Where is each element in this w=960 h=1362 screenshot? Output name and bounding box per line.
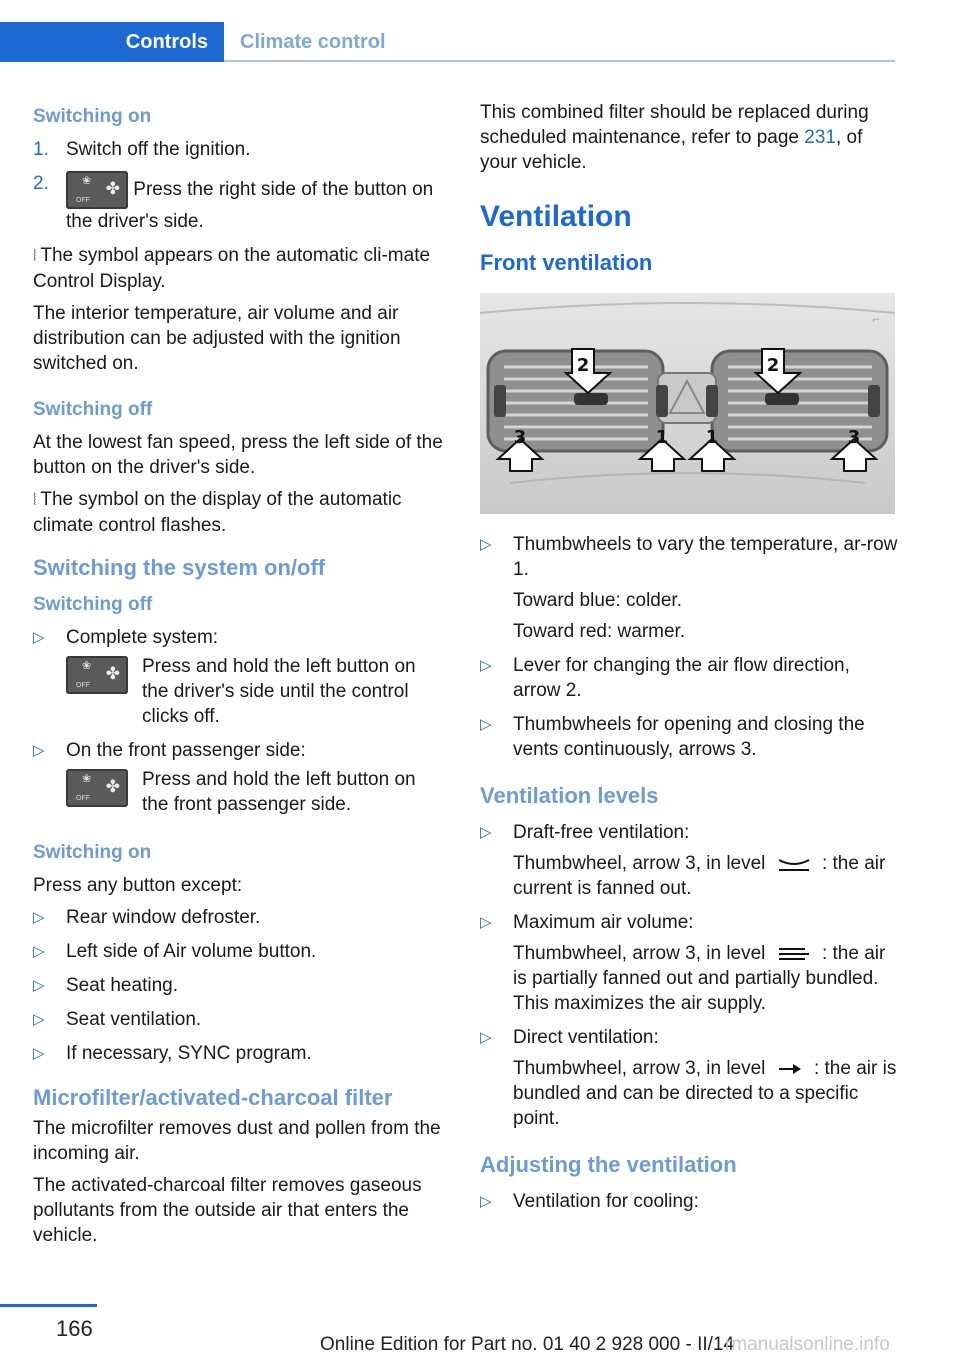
filter-heading: Microfilter/activated-charcoal filter	[33, 1085, 393, 1110]
off-label: OFF	[76, 795, 90, 802]
callout-label: 3	[847, 427, 861, 448]
bullet-triangle-icon: ▷	[33, 1011, 45, 1028]
list-item: ▷ If necessary, SYNC program.	[33, 1043, 312, 1064]
tab-underline	[224, 60, 895, 62]
list-item: ▷ Rear window defroster.	[33, 907, 261, 928]
climate-button-image	[66, 769, 128, 807]
bullet-triangle-icon: ▷	[480, 1193, 492, 1210]
fan-icon: ✤	[105, 777, 120, 796]
front-ventilation-heading: Front ventilation	[480, 250, 653, 275]
airflow-symbol-icon: ⦚	[33, 492, 37, 509]
list-item: ▷ Seat heating.	[33, 975, 178, 996]
partially-bundled-level-icon	[777, 946, 811, 962]
bullet-triangle-icon: ▷	[480, 657, 492, 674]
callout-label: 1	[705, 427, 719, 448]
climate-button-image	[66, 171, 128, 209]
combined-filter-paragraph: This combined filter should be replaced during scheduled maintenance, refer to page 231, of your vehicle.	[480, 102, 869, 173]
system-off-heading: Switching off	[33, 594, 153, 615]
edition-text: Online Edition for Part no. 01 40 2 928 000 - II/14	[320, 1334, 735, 1355]
off-label: OFF	[76, 682, 90, 689]
step-number: 2.	[33, 173, 49, 194]
right-column	[480, 100, 898, 1223]
list-item: ▷ Left side of Air volume button.	[33, 941, 317, 962]
page-link[interactable]: 231	[804, 127, 836, 148]
switching-on-heading: Switching on	[33, 106, 152, 127]
list-item: ▷ Thumbwheels to vary the temperature, ar-row 1. Toward blue: colder. Toward red: warmer.	[480, 534, 898, 642]
bullet-triangle-icon: ▷	[480, 536, 492, 553]
step-number: 1.	[33, 139, 49, 160]
press-any-text: Press any button except:	[33, 875, 243, 896]
tab-controls[interactable]: Controls	[0, 22, 224, 62]
switching-off-heading: Switching off	[33, 399, 153, 420]
fan-icon: ✤	[105, 179, 120, 198]
left-column	[33, 100, 443, 1255]
callout-label: 2	[576, 355, 590, 376]
list-item: ▷ Seat ventilation.	[33, 1009, 202, 1030]
step-text-wrap	[66, 171, 443, 234]
fan-icon: ✤	[105, 664, 120, 683]
bullet-triangle-icon: ▷	[33, 909, 45, 926]
filter-text-2: The activated-charcoal filter removes gaseous pollutants from the outside air that enters the vehicle.	[33, 1175, 422, 1246]
bullet-triangle-icon: ▷	[33, 742, 45, 759]
airflow-symbol-icon: ⦚	[33, 248, 37, 265]
list-item: ▷ Lever for changing the air flow direction, arrow 2.	[480, 655, 850, 701]
bullet-triangle-icon: ▷	[33, 977, 45, 994]
off-label: OFF	[76, 197, 90, 204]
callout-label: 1	[655, 427, 669, 448]
list-item: ▷ Thumbwheels for opening and closing the vents continuously, arrows 3.	[480, 714, 865, 760]
system-heading: Switching the system on/off	[33, 555, 326, 580]
symbol-paragraph: ⦚ The symbol appears on the automatic cli-mate Control Display.	[33, 245, 431, 292]
vent-figure	[480, 293, 895, 514]
list-item	[33, 625, 443, 729]
bullet-triangle-icon: ▷	[33, 943, 45, 960]
system-on-heading: Switching on	[33, 842, 152, 863]
complete-system-desc: Press and hold the left button on the driver's side until the control clicks off.	[142, 656, 416, 727]
adjusting-ventilation-heading: Adjusting the ventilation	[480, 1152, 737, 1177]
footer-line	[0, 1304, 97, 1307]
passenger-label: On the front passenger side:	[66, 740, 306, 761]
step-text: Switch off the ignition.	[66, 139, 251, 160]
switching-off-text: At the lowest fan speed, press the left side of the button on the driver's side.	[33, 432, 443, 478]
climate-button-image	[66, 656, 128, 694]
list-item	[33, 738, 443, 817]
bullet-triangle-icon: ▷	[480, 716, 492, 733]
list-item: ▷ Direct ventilation: Thumbwheel, arrow 3, in level : the air is bundled and can be directed to a specific point.	[480, 1027, 897, 1129]
bullet-triangle-icon: ▷	[480, 914, 492, 931]
fanned-out-level-icon	[777, 856, 811, 872]
list-item: ▷ Draft-free ventilation: Thumbwheel, arrow 3, in level : the air current is fanned out.	[480, 822, 886, 899]
ventilation-levels-heading: Ventilation levels	[480, 783, 659, 808]
list-item: ▷ Ventilation for cooling:	[480, 1191, 699, 1212]
step-2	[33, 171, 443, 234]
watermark: rmanualsonline.info	[725, 1334, 890, 1355]
ventilation-heading: Ventilation	[480, 200, 632, 233]
tab-climate-control[interactable]: Climate control	[240, 30, 386, 53]
interior-paragraph: The interior temperature, air volume and air distribution can be adjusted with the ignition switched on.	[33, 303, 401, 374]
callout-markers	[480, 293, 895, 514]
passenger-desc: Press and hold the left button on the front passenger side.	[142, 769, 416, 815]
fan-icon: ❀	[82, 773, 92, 785]
step-text: Press the right side of the button on the driver's side.	[66, 179, 434, 232]
step-1	[33, 137, 443, 162]
filter-text-1: The microfilter removes dust and pollen from the incoming air.	[33, 1118, 441, 1164]
fan-icon: ❀	[82, 660, 92, 672]
bullet-triangle-icon: ▷	[33, 629, 45, 646]
fan-icon: ❀	[82, 175, 92, 187]
page-number: 166	[56, 1316, 93, 1341]
svg-text:⌐: ⌐	[872, 315, 881, 326]
header-tabs	[0, 22, 895, 62]
bullet-triangle-icon: ▷	[480, 1029, 492, 1046]
bullet-triangle-icon: ▷	[33, 1045, 45, 1062]
callout-label: 2	[766, 355, 780, 376]
list-item: ▷ Maximum air volume: Thumbwheel, arrow 3, in level : the air is partially fanned out and partially bundled. This maximizes the air supply.	[480, 912, 886, 1014]
callout-label: 3	[513, 427, 527, 448]
bundled-arrow-level-icon	[777, 1061, 803, 1077]
complete-system-label: Complete system:	[66, 627, 219, 648]
symbol-flash-paragraph: ⦚ The symbol on the display of the automatic climate control flashes.	[33, 489, 402, 536]
bullet-triangle-icon: ▷	[480, 824, 492, 841]
